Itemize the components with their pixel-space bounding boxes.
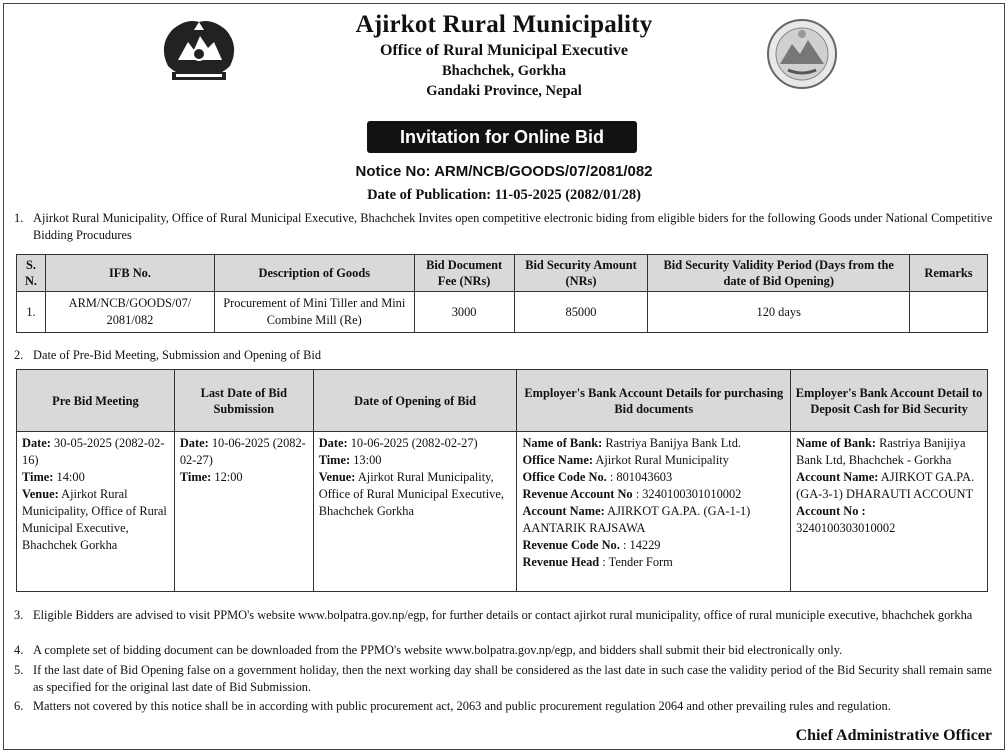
col-lastdate: Last Date of Bid Submission	[174, 370, 313, 432]
col-opening: Date of Opening of Bid	[313, 370, 517, 432]
paragraph-number: 3.	[14, 608, 24, 622]
cell-validity: 120 days	[648, 292, 910, 333]
table-row	[17, 292, 988, 333]
office-address: Bhachchek, Gorkha	[441, 63, 567, 79]
cell-security: 85000	[514, 292, 648, 333]
col-bank-docs: Employer's Bank Account Details for purchasing Bid documents	[517, 370, 791, 432]
municipality-title: Ajirkot Rural Municipality	[355, 11, 653, 38]
office-name: Office of Rural Municipal Executive	[380, 42, 628, 59]
paragraph-number: 2.	[14, 348, 24, 362]
col-ifb: IFB No.	[45, 255, 214, 292]
cell-ifb: ARM/NCB/GOODS/07/ 2081/082	[45, 292, 214, 333]
cell-opening: Date: 10-06-2025 (2082-02-27) Time: 13:00 Venue: Ajirkot Rural Municipality, Office of Rural Municipal Executive, Bhachchek Gorkha	[313, 432, 517, 592]
paragraph-5	[14, 662, 994, 695]
cell-bank-security: Name of Bank: Rastriya Banijiya Bank Ltd, Bhachchek - Gorkha Account Name: AJIRKOT GA.PA.(GA-3-1) DHARAUTI ACCOUNT Account No : 3240100303010002	[791, 432, 988, 592]
letterhead	[0, 10, 1008, 101]
paragraph-number: 1.	[14, 211, 24, 225]
cell-fee: 3000	[414, 292, 514, 333]
schedule-table	[16, 369, 988, 592]
paragraph-number: 4.	[14, 643, 24, 657]
table-header-row	[17, 370, 988, 432]
col-remarks: Remarks	[910, 255, 988, 292]
paragraph-6	[14, 698, 994, 715]
cell-lastdate: Date: 10-06-2025 (2082-02-27) Time: 12:00	[174, 432, 313, 592]
paragraph-text: Matters not covered by this notice shall be in according with public procurement act, 2063 and public procurement regulation 2064 and other prevailing rules and regulation.	[33, 699, 891, 713]
paragraph-text: Ajirkot Rural Municipality, Office of Rural Municipal Executive, Bhachchek Invites open competitive electronic biding from eligible biders for the following Goods under National Competitive Bidding Procudures	[33, 211, 993, 242]
cell-bank-docs: Name of Bank: Rastriya Banijya Bank Ltd. Office Name: Ajirkot Rural Municipality Office Code No. : 801043603 Revenue Account No : 3240100301010002 Account Name: AJIRKOT GA.PA. (GA-1-1) AANTARIK RAJSAWA Revenue Code No. : 14229 Revenue Head : Tender Form	[517, 432, 791, 592]
col-fee: Bid Document Fee (NRs)	[414, 255, 514, 292]
col-prebid: Pre Bid Meeting	[17, 370, 175, 432]
paragraph-3	[14, 607, 994, 624]
cell-prebid: Date: 30-05-2025 (2082-02-16) Time: 14:00 Venue: Ajirkot Rural Municipality, Office of Rural Municipal Executive, Bhachchek Gorkha	[17, 432, 175, 592]
goods-table	[16, 254, 988, 333]
paragraph-2	[14, 347, 994, 364]
publication-date: Date of Publication: 11-05-2025 (2082/01/28)	[367, 187, 641, 203]
province: Gandaki Province, Nepal	[426, 83, 582, 99]
col-description: Description of Goods	[214, 255, 414, 292]
paragraph-number: 6.	[14, 699, 24, 713]
cell-sn: 1.	[17, 292, 46, 333]
table-header-row	[17, 255, 988, 292]
paragraph-4	[14, 642, 994, 659]
cell-description: Procurement of Mini Tiller and Mini Combine Mill (Re)	[214, 292, 414, 333]
col-bank-security: Employer's Bank Account Detail to Deposit Cash for Bid Security	[791, 370, 988, 432]
paragraph-text: If the last date of Bid Opening false on a government holiday, then the next working day shall be considered as the last date in such case the validity period of the Bid Security shall remain same as specified for the original last date of Bid Submission.	[33, 663, 992, 694]
table-row	[17, 432, 988, 592]
col-sn: S. N.	[17, 255, 46, 292]
invitation-banner: Invitation for Online Bid	[367, 121, 637, 153]
paragraph-text: Date of Pre-Bid Meeting, Submission and Opening of Bid	[33, 348, 322, 362]
paragraph-text: Eligible Bidders are advised to visit PPMO's website www.bolpatra.gov.np/egp, for further details or contact ajirkot rural municipality, office of rural municiple executive, bhachchek gorkha	[33, 608, 973, 622]
col-validity: Bid Security Validity Period (Days from the date of Bid Opening)	[648, 255, 910, 292]
cell-remarks	[910, 292, 988, 333]
col-security: Bid Security Amount (NRs)	[514, 255, 648, 292]
paragraph-text: A complete set of bidding document can be downloaded from the PPMO's website www.bolpatra.gov.np/egp, and bidders shall submit their bid electronically only.	[33, 643, 843, 657]
paragraph-number: 5.	[14, 663, 24, 677]
paragraph-1	[14, 210, 994, 243]
signatory-title: Chief Administrative Officer	[795, 727, 992, 744]
notice-number: Notice No: ARM/NCB/GOODS/07/2081/082	[355, 163, 653, 180]
